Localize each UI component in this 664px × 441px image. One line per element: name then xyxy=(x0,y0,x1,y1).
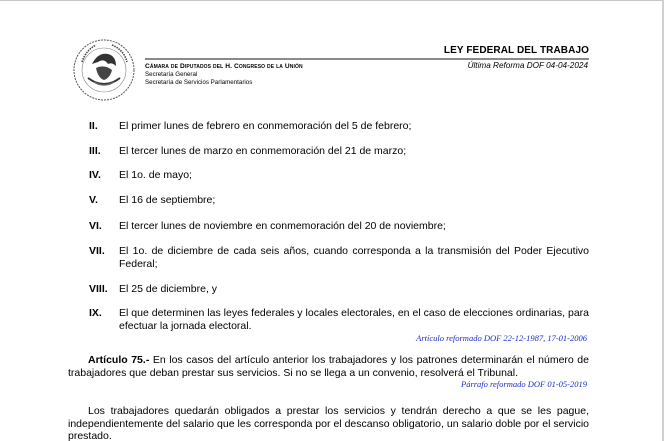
fraccion-item xyxy=(89,283,589,296)
fraccion-text: El primer lunes de febrero en conmemoración del 5 de febrero; xyxy=(119,120,412,132)
fraccion-number: VI. xyxy=(89,220,102,232)
fraccion-number: IV. xyxy=(89,169,101,181)
fraccion-text: El tercer lunes de noviembre en conmemoración del 20 de noviembre; xyxy=(119,220,446,232)
fraccion-number: II. xyxy=(89,120,98,132)
mexican-coat-of-arms-seal-icon xyxy=(72,38,136,102)
articulo-75-paragraph-1 xyxy=(68,354,589,379)
fraccion-text: El que determinen las leyes federales y locales electorales, en el caso de elecciones ordinarias, para efectuar la jornada electoral. xyxy=(119,307,589,332)
article-label: Artículo 75.- xyxy=(88,354,150,366)
fraccion-number: VIII. xyxy=(89,283,108,295)
reform-note: Párrafo reformado DOF 01-05-2019 xyxy=(461,379,587,389)
header-divider xyxy=(145,58,589,60)
fraccion-text: El 1o. de diciembre de cada seis años, cuando corresponda a la transmisión del Poder Ejecutivo Federal; xyxy=(119,245,589,270)
fraccion-number: V. xyxy=(89,194,98,206)
institution-name: Cámara de Diputados del H. Congreso de la Unión xyxy=(145,63,303,70)
fraccion-item xyxy=(89,169,589,182)
article-text: En los casos del artículo anterior los trabajadores y los patrones determinarán el número de trabajadores que deban prestar sus servicios. Si no se llega a un convenio, resolverá el Tribunal. xyxy=(68,354,589,379)
fraccion-text: El 1o. de mayo; xyxy=(119,169,192,181)
fraccion-number: III. xyxy=(89,145,101,157)
fraccion-text: El 16 de septiembre; xyxy=(119,194,216,206)
fraccion-item xyxy=(89,307,589,333)
fraccion-number: IX. xyxy=(89,307,102,319)
fraccion-text: El 25 de diciembre, y xyxy=(119,283,218,295)
institution-header xyxy=(145,63,303,87)
law-title: LEY FEDERAL DEL TRABAJO xyxy=(443,45,589,56)
last-reform-date: Última Reforma DOF 04-04-2024 xyxy=(467,61,588,70)
reform-note: Artículo reformado DOF 22-12-1987, 17-01-2006 xyxy=(416,333,587,343)
fraccion-number: VII. xyxy=(89,245,105,257)
fraccion-item xyxy=(89,245,589,271)
fraccion-item xyxy=(89,220,589,233)
fraccion-item xyxy=(89,145,589,158)
secretaria-general: Secretaría General xyxy=(145,71,198,78)
secretaria-servicios: Secretaría de Servicios Parlamentarios xyxy=(145,79,253,86)
fraccion-item xyxy=(89,120,589,133)
fraccion-item xyxy=(89,194,589,207)
articulo-75-paragraph-2: Los trabajadores quedarán obligados a prestar los servicios y tendrán derecho a que se les pague, independientemente del salario que les corresponda por el descanso obligatorio, un salario doble por el servicio prestado. xyxy=(68,405,589,441)
fraccion-text: El tercer lunes de marzo en conmemoración del 21 de marzo; xyxy=(119,145,407,157)
page-top-border xyxy=(0,0,664,1)
